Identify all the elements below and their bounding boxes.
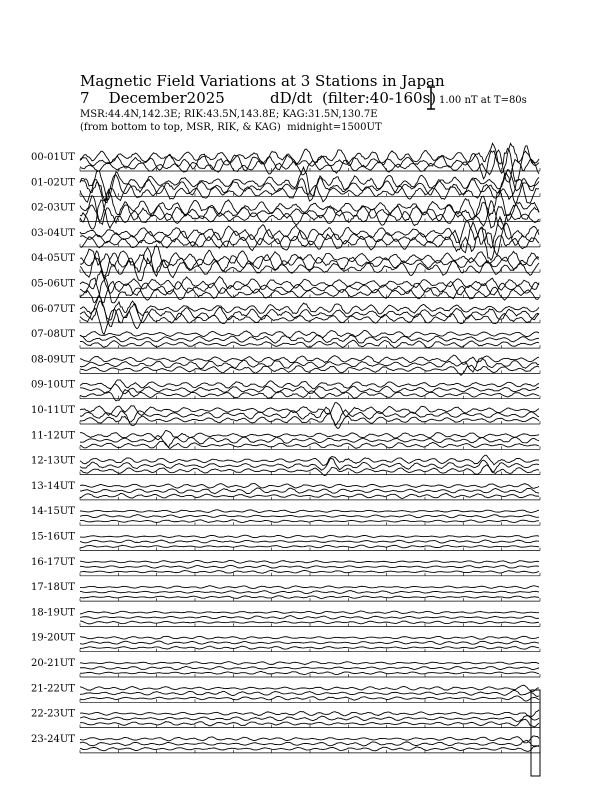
row-13-14UT bbox=[31, 481, 540, 500]
trace-msr bbox=[80, 621, 539, 624]
row-11-12UT bbox=[31, 430, 540, 449]
row-label: 06-07UT bbox=[31, 303, 75, 315]
row-22-23UT bbox=[31, 709, 540, 728]
trace-msr bbox=[80, 646, 539, 649]
row-07-08UT bbox=[31, 329, 540, 348]
date-line: 7 December2025 bbox=[80, 89, 225, 107]
trace-kag bbox=[80, 483, 539, 488]
row-label: 04-05UT bbox=[31, 253, 75, 265]
row-label: 19-20UT bbox=[31, 632, 75, 644]
row-20-21UT bbox=[31, 658, 540, 677]
trace-kag bbox=[80, 636, 539, 639]
chart-title: Magnetic Field Variations at 3 Stations in Japan bbox=[80, 72, 445, 90]
trace-rik bbox=[80, 716, 539, 722]
row-19-20UT bbox=[31, 633, 540, 652]
trace-msr bbox=[80, 672, 539, 675]
row-label: 07-08UT bbox=[31, 329, 75, 341]
trace-msr bbox=[80, 365, 539, 375]
row-label: 00-01UT bbox=[31, 152, 75, 163]
trace-rik bbox=[80, 740, 539, 747]
row-03-04UT bbox=[31, 217, 540, 260]
trace-rik bbox=[80, 565, 539, 568]
trace-kag bbox=[80, 380, 539, 389]
row-label: 14-15UT bbox=[31, 506, 75, 518]
trace-kag bbox=[80, 662, 539, 665]
trace-kag bbox=[80, 455, 539, 465]
row-label: 12-13UT bbox=[31, 455, 75, 467]
row-label: 16-17UT bbox=[31, 556, 75, 568]
trace-kag bbox=[80, 611, 539, 614]
trace-kag bbox=[80, 510, 539, 513]
trace-msr bbox=[80, 465, 539, 476]
trace-rik bbox=[80, 690, 539, 696]
trace-kag bbox=[80, 535, 539, 538]
filter-label: (filter:40-160s) bbox=[322, 89, 437, 107]
row-label: 08-09UT bbox=[31, 354, 75, 366]
trace-msr bbox=[80, 251, 539, 281]
row-09-10UT bbox=[31, 380, 540, 401]
trace-msr bbox=[80, 340, 539, 348]
quantity-label: dD/dt bbox=[270, 89, 313, 107]
row-label: 15-16UT bbox=[31, 531, 75, 543]
row-10-11UT bbox=[31, 403, 540, 429]
row-label: 13-14UT bbox=[31, 480, 75, 492]
row-00-01UT bbox=[31, 143, 540, 182]
trace-kag bbox=[80, 710, 539, 717]
row-label: 05-06UT bbox=[31, 278, 75, 290]
trace-msr bbox=[80, 493, 539, 498]
trace-rik bbox=[80, 540, 539, 543]
trace-kag bbox=[80, 167, 539, 200]
row-label: 21-22UT bbox=[31, 683, 75, 695]
trace-rows bbox=[31, 143, 540, 776]
trace-rik bbox=[80, 666, 539, 669]
row-14-15UT bbox=[31, 506, 540, 525]
row-label: 20-21UT bbox=[31, 658, 75, 669]
row-label: 17-18UT bbox=[31, 582, 75, 594]
trace-rik bbox=[80, 407, 539, 425]
trace-msr bbox=[80, 596, 539, 599]
row-02-03UT bbox=[31, 189, 540, 229]
trace-kag bbox=[80, 296, 539, 320]
row-06-07UT bbox=[31, 296, 540, 334]
trace-rik bbox=[80, 436, 539, 448]
trace-msr bbox=[80, 545, 539, 548]
trace-rik bbox=[80, 515, 539, 518]
row-15-16UT bbox=[31, 532, 540, 551]
row-16-17UT bbox=[31, 557, 540, 576]
row-18-19UT bbox=[31, 607, 540, 626]
trace-msr bbox=[80, 746, 539, 752]
trace-kag bbox=[80, 685, 539, 692]
row-label: 22-23UT bbox=[31, 708, 75, 720]
row-label: 23-24UT bbox=[31, 733, 75, 745]
trace-msr bbox=[80, 390, 539, 401]
trace-rik bbox=[80, 616, 539, 619]
trace-msr bbox=[80, 696, 539, 701]
trace-kag bbox=[80, 586, 539, 589]
row-label: 02-03UT bbox=[31, 202, 75, 214]
row-12-13UT bbox=[31, 455, 540, 475]
trace-rik bbox=[80, 641, 539, 644]
row-23-24UT bbox=[31, 734, 540, 753]
row-21-22UT bbox=[31, 683, 540, 702]
trace-msr bbox=[80, 719, 539, 727]
scale-bar-label: 1.00 nT at T=80s bbox=[439, 95, 527, 106]
trace-rik bbox=[80, 358, 539, 372]
trace-rik bbox=[80, 488, 539, 494]
row-label: 09-10UT bbox=[31, 379, 75, 391]
row-label: 18-19UT bbox=[31, 607, 75, 619]
trace-rik bbox=[80, 591, 539, 594]
row-01-02UT bbox=[31, 167, 540, 203]
row-08-09UT bbox=[31, 354, 540, 375]
trace-msr bbox=[80, 571, 539, 574]
row-label: 03-04UT bbox=[31, 227, 75, 239]
trace-msr bbox=[80, 520, 539, 523]
row-17-18UT bbox=[31, 582, 540, 601]
trace-kag bbox=[80, 560, 539, 563]
spike-marker bbox=[531, 690, 540, 776]
stations-info: MSR:44.4N,142.3E; RIK:43.5N,143.8E; KAG:31.5N,130.7E bbox=[80, 109, 378, 120]
trace-kag bbox=[80, 403, 539, 417]
order-note: (from bottom to top, MSR, RIK, & KAG) midnight=1500UT bbox=[80, 122, 382, 133]
scale-bar bbox=[427, 87, 527, 109]
row-label: 01-02UT bbox=[31, 177, 75, 189]
row-label: 11-12UT bbox=[31, 430, 75, 442]
trace-kag bbox=[80, 736, 539, 743]
row-label: 10-11UT bbox=[31, 405, 75, 416]
